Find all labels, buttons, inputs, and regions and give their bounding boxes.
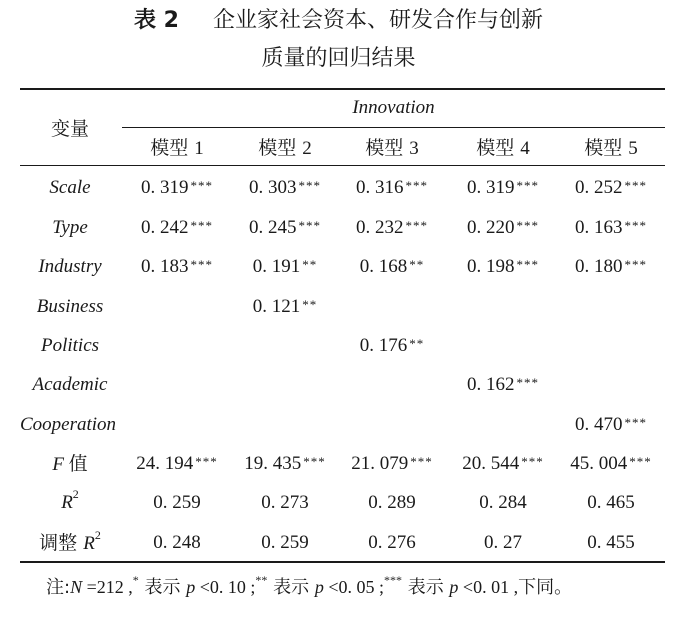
cell-value: 0. 176 [359,335,408,356]
cell-value: 20. 544 [462,453,520,474]
cell-value: 0. 319 [141,177,189,198]
table-cell [338,333,446,359]
cell-value: 0. 27 [484,532,522,553]
cell-value: 0. 319 [467,177,515,198]
significance-stars: ** [302,257,318,272]
significance-stars: *** [516,218,539,233]
significance-stars: *** [190,218,213,233]
row-header-cooperation [20,412,124,438]
cell-value: 0. 183 [141,256,189,277]
cell-value: 0. 252 [575,177,623,198]
table-cell [449,490,557,516]
cell-value: 0. 191 [252,256,301,277]
table-cell [557,175,665,201]
column-header-label: 模型 [258,137,297,159]
cell-value: 0. 198 [467,256,515,277]
cell-value: 0. 163 [575,217,623,238]
row-header-business [18,294,122,320]
table-cell [449,451,557,477]
column-header-model-4 [449,135,557,162]
cell-value: 0. 220 [467,217,515,238]
row-header-r-adjusted [18,527,122,557]
significance-stars: *** [629,454,652,469]
table-cell [338,175,446,201]
cell-value: 0. 289 [368,492,416,513]
table-cell [557,451,665,477]
row-header-name: R [83,533,95,554]
table-cell [557,215,665,241]
header-rule [20,165,665,166]
column-header-number: 3 [409,138,419,159]
cell-value: 0. 168 [359,256,408,277]
significance-stars: *** [624,257,647,272]
significance-stars: *** [624,218,647,233]
significance-stars: *** [405,218,428,233]
table-cell [449,530,557,556]
note-text-2: 表示 [267,577,315,598]
table-cell [338,215,446,241]
row-header-politics [18,333,122,359]
column-header-label: 模型 [365,137,404,159]
note-star-1: * [132,573,139,587]
significance-stars: *** [298,178,321,193]
column-header-label: 模型 [584,137,623,159]
note-cond-3: <0. 01 , [458,577,519,597]
column-header-number: 5 [628,138,638,159]
row-header-name: Business [36,296,104,317]
table-cell [123,530,231,556]
significance-stars: *** [521,454,544,469]
table-caption [0,6,677,36]
table-cell [231,451,339,477]
cell-value: 0. 273 [261,492,309,513]
cell-value: 45. 004 [570,453,628,474]
table-cell [123,490,231,516]
cell-value: 0. 259 [153,492,201,513]
note-tail: 下同。 [518,577,573,598]
significance-stars: *** [195,454,218,469]
note-cond-2: <0. 05 ; [323,577,384,597]
cell-value: 0. 455 [587,532,635,553]
significance-stars: *** [516,178,539,193]
table-cell [557,412,665,438]
significance-stars: ** [409,257,425,272]
row-header-name: Academic [32,374,108,395]
table-cell [123,215,231,241]
significance-stars: *** [405,178,428,193]
significance-stars: ** [409,336,425,351]
table-cell [231,294,339,320]
significance-stars: *** [410,454,433,469]
significance-stars: *** [516,257,539,272]
column-header-number: 4 [520,138,530,159]
variable-header: 变量 [50,118,89,140]
note-cond-1: <0. 10 ; [195,577,256,597]
note-star-3: *** [383,573,402,587]
cell-value: 0. 316 [356,177,404,198]
note-p-2: p [314,577,324,597]
table-cell [449,372,557,398]
column-header-model-2 [231,135,339,162]
table-cell [557,490,665,516]
group-rule [122,127,665,128]
row-header-name: Politics [40,335,100,356]
bottom-rule [20,561,665,563]
row-header-superscript: 2 [94,527,101,542]
cell-value: 0. 245 [249,217,297,238]
table-note [20,572,670,603]
row-header-prefix: 调整 [39,532,84,554]
row-header-name: R [61,492,73,513]
row-header-scale [18,175,122,201]
note-p-3: p [449,577,459,597]
table-title-line1: 企业家社会资本、研发合作与创新 [212,8,543,33]
row-header-name: Type [52,217,88,238]
table-cell [231,215,339,241]
cell-value: 0. 180 [575,256,623,277]
column-header-label: 模型 [150,137,189,159]
cell-value: 0. 232 [356,217,404,238]
cell-value: 0. 121 [252,296,301,317]
row-header-type [18,215,122,241]
row-header-name: Cooperation [20,414,117,435]
cell-value: 24. 194 [136,453,194,474]
table-cell [231,490,339,516]
significance-stars: *** [190,178,213,193]
table-cell [338,254,446,280]
significance-stars: *** [298,218,321,233]
cell-value: 19. 435 [244,453,302,474]
row-header-superscript: 2 [72,486,79,501]
row-header-suffix: 值 [68,453,88,475]
table-cell [231,530,339,556]
column-header-number: 1 [194,138,204,159]
row-header-academic [18,372,122,398]
table-cell [557,530,665,556]
cell-value: 0. 162 [467,374,515,395]
significance-stars: *** [190,257,213,272]
table-label: 表 2 [134,8,179,33]
cell-value: 0. 470 [575,414,623,435]
significance-stars: ** [302,297,318,312]
cell-value: 0. 242 [141,217,189,238]
row-header-industry [18,254,122,280]
table-cell [449,254,557,280]
table-cell [449,175,557,201]
note-star-2: ** [255,573,268,587]
row-header-name: F [52,454,64,475]
note-p-1: p [186,577,196,597]
row-header-f [18,451,122,478]
cell-value: 0. 259 [261,532,309,553]
significance-stars: *** [624,415,647,430]
column-header-model-5 [557,135,665,162]
note-text-1: 表示 [138,577,187,598]
cell-value: 0. 276 [368,532,416,553]
note-lead: 注: [46,577,71,598]
table-title-line2: 质量的回归结果 [261,46,416,71]
table-cell [123,451,231,477]
table-cell [338,530,446,556]
column-header-number: 2 [302,138,312,159]
table-cell [338,490,446,516]
cell-value: 0. 248 [153,532,201,553]
column-header-label: 模型 [476,137,515,159]
significance-stars: *** [516,375,539,390]
cell-value: 21. 079 [351,453,409,474]
table-cell [231,254,339,280]
row-header-r [18,486,122,516]
cell-value: 0. 284 [479,492,527,513]
significance-stars: *** [624,178,647,193]
row-header-name: Scale [49,177,91,198]
table-cell [449,215,557,241]
top-rule [20,88,665,90]
note-text-3: 表示 [401,577,450,598]
column-header-model-3 [338,135,446,162]
row-header-name: Industry [38,256,102,277]
table-cell [123,254,231,280]
cell-value: 0. 303 [249,177,297,198]
table-cell [123,175,231,201]
cell-value: 0. 465 [587,492,635,513]
innovation-group-header: Innovation [352,97,435,118]
table-cell [231,175,339,201]
table-cell [557,254,665,280]
significance-stars: *** [303,454,326,469]
column-header-model-1 [123,135,231,162]
note-n-label: N [70,577,83,597]
table-caption-line2 [0,44,677,74]
note-n-value: =212 , [82,577,133,597]
table-cell [338,451,446,477]
